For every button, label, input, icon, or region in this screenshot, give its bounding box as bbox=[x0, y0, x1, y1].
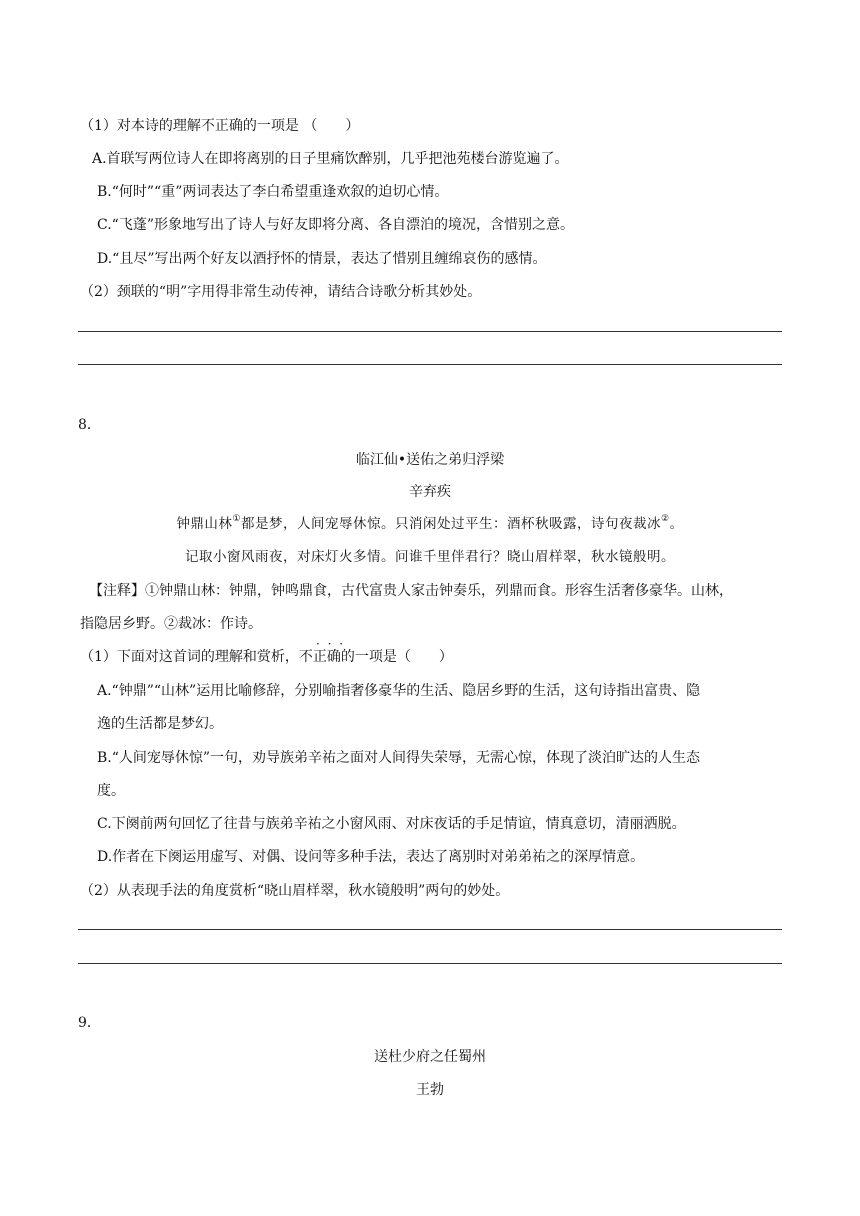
emphasized-text: 不正确 bbox=[298, 649, 341, 665]
stem-text: 的一项是（ ） bbox=[340, 649, 453, 665]
q8-sub2-stem: （2）从表现手法的角度赏析“晓山眉样翠，秋水镜般明”两句的妙处。 bbox=[80, 883, 510, 899]
q9-poem-author: 王勃 bbox=[416, 1082, 444, 1098]
answer-line bbox=[78, 331, 782, 332]
poem-text: 都是梦，人间宠辱休惊。只消闲处过平生：酒杯秋吸露，诗句夜裁冰 bbox=[241, 516, 661, 532]
answer-line bbox=[78, 364, 782, 365]
answer-line bbox=[78, 929, 782, 930]
q7-sub1-stem: （1）对本诗的理解不正确的一项是 （ ） bbox=[80, 118, 360, 134]
q7-sub2-stem: （2）颈联的“明”字用得非常生动传神，请结合诗歌分析其妙处。 bbox=[80, 284, 482, 300]
q8-number: 8． bbox=[78, 417, 101, 433]
q8-option-d: D.作者在下阕运用虚写、对偶、设问等多种手法，表达了离别时对弟弟祐之的深厚情意。 bbox=[97, 849, 645, 865]
poem-text: 。 bbox=[669, 516, 684, 532]
q9-poem-title: 送杜少府之任蜀州 bbox=[374, 1049, 486, 1065]
q7-option-d: D.“且尽”写出两个好友以酒抒怀的情景，表达了惜别且缠绵哀伤的感情。 bbox=[97, 251, 547, 267]
emphasis-dots: · · · bbox=[316, 637, 346, 651]
q8-poem-line-1 bbox=[0, 514, 860, 534]
q8-option-b-line-1: B.“人间宠辱休惊”一句，劝导族弟辛祐之面对人间得失荣辱，无需心惊，体现了淡泊旷达的人生态 bbox=[97, 750, 701, 766]
q8-poem-author: 辛弃疾 bbox=[409, 484, 451, 500]
answer-line bbox=[78, 963, 782, 964]
q8-option-c: C.下阕前两句回忆了往昔与族弟辛祐之小窗风雨、对床夜话的手足情谊，情真意切，清丽洒脱。 bbox=[97, 816, 686, 832]
q8-sub1-stem bbox=[80, 647, 453, 667]
footnote-marker: ① bbox=[232, 513, 241, 524]
q8-option-b-line-2: 度。 bbox=[97, 783, 125, 799]
q9-number: 9． bbox=[78, 1015, 101, 1031]
q8-option-a-line-1: A.“钟鼎”“山林”运用比喻修辞，分别喻指奢侈豪华的生活、隐居乡野的生活，这句诗指出富贵、隐 bbox=[97, 683, 701, 699]
q8-note-line-1: 【注释】①钟鼎山林：钟鼎，钟鸣鼎食，古代富贵人家击钟奏乐，列鼎而食。形容生活奢侈豪华。山林， bbox=[89, 583, 733, 599]
q8-poem-line-2: 记取小窗风雨夜，对床灯火多情。问谁千里伴君行？晓山眉样翠，秋水镜般明。 bbox=[185, 549, 675, 565]
q8-option-a-line-2: 逸的生活都是梦幻。 bbox=[97, 716, 223, 732]
q7-option-a: A.首联写两位诗人在即将离别的日子里痛饮醉别，几乎把池苑楼台游览遍了。 bbox=[92, 151, 569, 167]
q8-note-line-2: 指隐居乡野。②裁冰：作诗。 bbox=[80, 616, 262, 632]
footnote-marker: ② bbox=[661, 513, 670, 524]
q8-poem-title: 临江仙•送佑之弟归浮梁 bbox=[355, 452, 505, 468]
poem-text: 钟鼎山林 bbox=[176, 516, 233, 532]
q7-option-c: C.“飞蓬”形象地写出了诗人与好友即将分离、各自漂泊的境况，含惜别之意。 bbox=[97, 217, 574, 233]
q7-option-b: B.“何时”“重”两词表达了李白希望重逢欢叙的迫切心情。 bbox=[97, 184, 449, 200]
stem-text: （1）下面对这首词的理解和赏析， bbox=[80, 649, 299, 665]
